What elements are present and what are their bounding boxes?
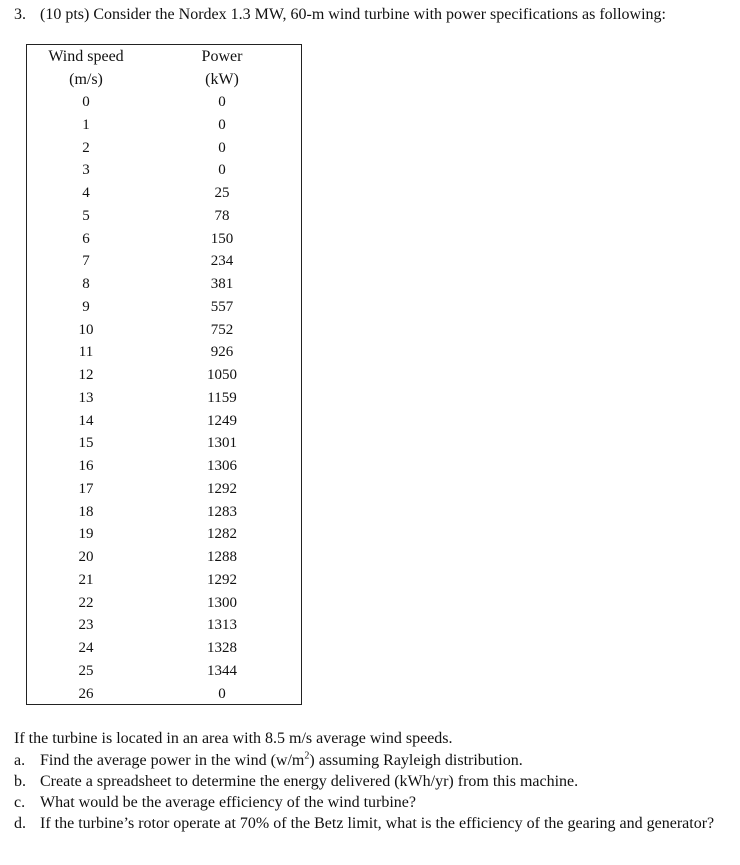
wind-speed-cell: 7 — [82, 253, 90, 270]
part-text: What would be the average efficiency of the wind turbine? — [40, 794, 416, 811]
wind-speed-cell: 10 — [78, 321, 94, 338]
power-cell: 1288 — [207, 549, 237, 565]
power-cell: 0 — [218, 116, 226, 133]
part-label: c. — [14, 794, 26, 811]
part-label: d. — [14, 815, 26, 832]
wind-speed-cell: 9 — [82, 298, 90, 315]
question-parts — [14, 728, 726, 834]
power-cell: 1050 — [207, 367, 237, 383]
wind-speed-cell: 8 — [82, 276, 90, 292]
power-cell: 1283 — [207, 503, 237, 520]
power-unit: (kW) — [205, 71, 239, 88]
power-cell: 1249 — [207, 412, 237, 429]
wind-speed-cell: 23 — [78, 617, 94, 634]
power-cell: 752 — [210, 321, 234, 338]
wind-speed-header: Wind speed — [48, 48, 124, 65]
wind-speed-unit: (m/s) — [69, 71, 103, 88]
superscript: 2 — [304, 750, 310, 762]
power-cell: 1282 — [207, 526, 237, 543]
power-cell: 1344 — [207, 662, 237, 679]
wind-speed-cell: 4 — [82, 185, 90, 201]
power-cell: 557 — [210, 298, 234, 315]
power-cell: 1300 — [207, 594, 237, 611]
wind-speed-cell: 3 — [82, 162, 90, 179]
wind-speed-cell: 20 — [78, 549, 94, 565]
power-cell: 1313 — [207, 617, 237, 634]
wind-speed-cell: 25 — [78, 662, 94, 679]
question-number: 3. — [14, 6, 26, 23]
wind-speed-cell: 2 — [82, 139, 90, 156]
part-c — [14, 792, 726, 813]
wind-speed-column — [27, 45, 145, 705]
wind-speed-cell: 13 — [78, 389, 94, 406]
context-statement: If the turbine is located in an area with 8.5 m/s average wind speeds. — [14, 730, 453, 747]
wind-speed-cell: 16 — [78, 458, 94, 474]
wind-speed-cell: 12 — [78, 367, 94, 383]
power-cell: 0 — [218, 139, 226, 156]
power-cell: 234 — [210, 253, 234, 270]
power-column — [157, 45, 287, 705]
question-text: (10 pts) Consider the Nordex 1.3 MW, 60-m wind turbine with power specifications as following: — [40, 6, 666, 23]
wind-speed-cell: 19 — [78, 526, 94, 543]
wind-speed-cell: 22 — [78, 594, 94, 611]
part-a — [14, 750, 726, 771]
power-cell: 1292 — [207, 480, 237, 497]
wind-speed-cell: 21 — [78, 571, 94, 588]
power-cell: 1306 — [207, 458, 237, 474]
power-cell: 381 — [210, 276, 234, 292]
power-cell: 0 — [218, 162, 226, 179]
power-cell: 150 — [210, 230, 234, 247]
part-d — [14, 813, 726, 834]
part-text: If the turbine’s rotor operate at 70% of the Betz limit, what is the efficiency of the gearing and generator? — [40, 815, 715, 832]
part-label: a. — [14, 752, 26, 769]
wind-speed-cell: 17 — [78, 480, 94, 497]
wind-speed-cell: 18 — [78, 503, 94, 520]
wind-speed-cell: 6 — [82, 230, 90, 247]
power-cell: 78 — [214, 207, 230, 224]
part-text: Create a spreadsheet to determine the energy delivered (kWh/yr) from this machine. — [40, 773, 579, 790]
power-header: Power — [201, 48, 243, 65]
wind-speed-cell: 14 — [78, 412, 94, 429]
wind-speed-cell: 15 — [78, 435, 94, 452]
power-cell: 1301 — [207, 435, 237, 452]
power-curve-table — [26, 44, 302, 705]
wind-speed-cell: 11 — [78, 344, 94, 361]
power-cell: 1159 — [207, 389, 237, 406]
part-label: b. — [14, 773, 26, 790]
power-cell: 0 — [218, 685, 226, 702]
part-text: ) assuming Rayleigh distribution. — [309, 752, 523, 769]
part-text: Find the average power in the wind (w/m — [40, 752, 305, 769]
power-cell: 1328 — [207, 640, 237, 656]
power-cell: 25 — [214, 185, 230, 201]
wind-speed-cell: 1 — [82, 116, 90, 133]
wind-speed-cell: 26 — [78, 685, 94, 702]
power-cell: 1292 — [207, 571, 237, 588]
part-b — [14, 771, 726, 792]
power-cell: 0 — [218, 94, 226, 110]
wind-speed-cell: 24 — [78, 640, 94, 656]
wind-speed-cell: 0 — [82, 94, 90, 110]
power-cell: 926 — [210, 344, 234, 361]
wind-speed-cell: 5 — [82, 207, 90, 224]
